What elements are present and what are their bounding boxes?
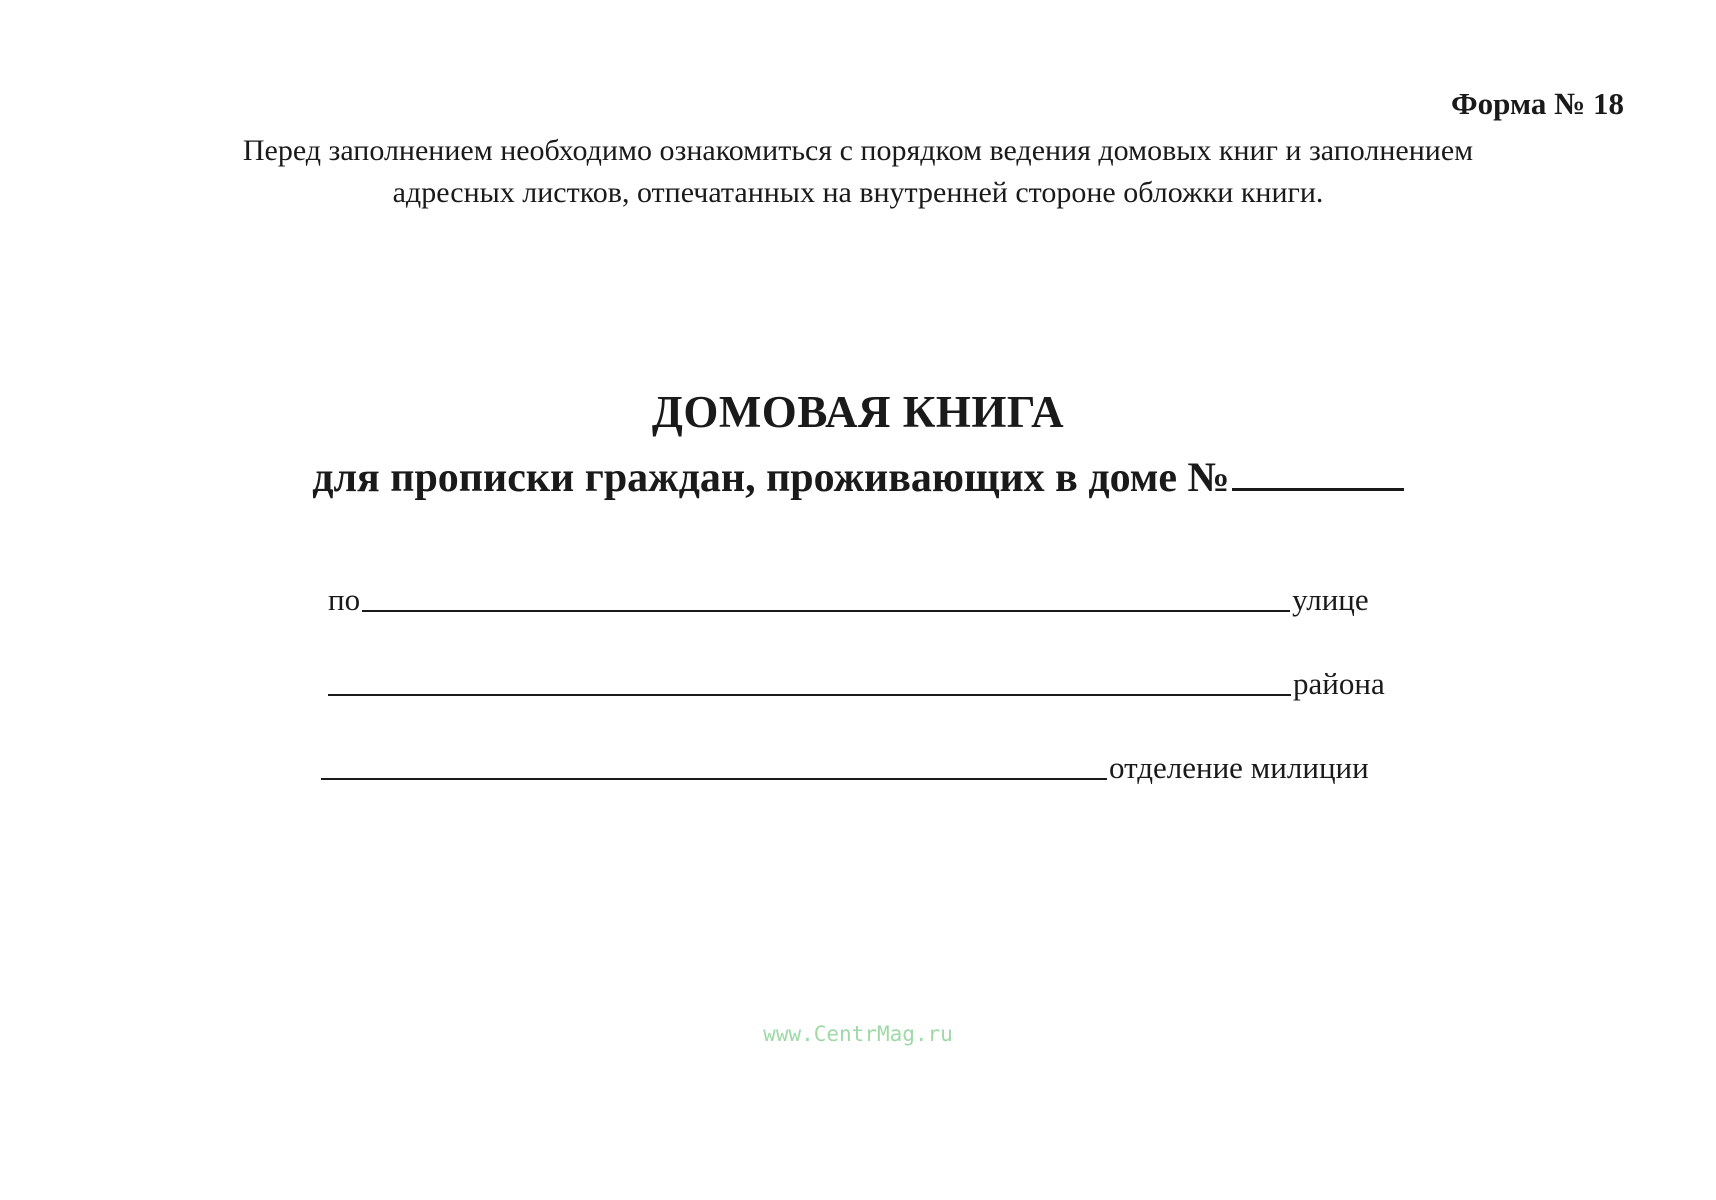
document-subtitle	[0, 448, 1716, 502]
district-suffix-label: района	[1293, 666, 1385, 701]
police-department-blank[interactable]	[321, 748, 1107, 780]
intro-text-line-2: адресных листков, отпечатанных на внутренней стороне обложки книги.	[392, 176, 1324, 209]
street-prefix-label: по	[328, 582, 361, 617]
intro-text-line-1: Перед заполнением необходимо ознакомиться с порядком ведения домовых книг и заполнением	[242, 134, 1474, 167]
district-field-row	[328, 664, 1385, 702]
document-title: ДОМОВАЯ КНИГА	[651, 387, 1065, 437]
street-suffix-label: улице	[1292, 582, 1369, 617]
form-number: Форма № 18	[1451, 86, 1624, 121]
house-number-blank[interactable]	[1232, 448, 1404, 491]
police-suffix-label: отделение милиции	[1109, 750, 1369, 785]
district-blank[interactable]	[328, 664, 1291, 696]
police-field-row	[321, 748, 1369, 786]
document-subtitle-text: для прописки граждан, проживающих в доме №	[312, 455, 1230, 501]
watermark: www.CentrMag.ru	[763, 1022, 953, 1046]
street-field-row	[328, 580, 1369, 618]
street-blank[interactable]	[362, 580, 1290, 612]
